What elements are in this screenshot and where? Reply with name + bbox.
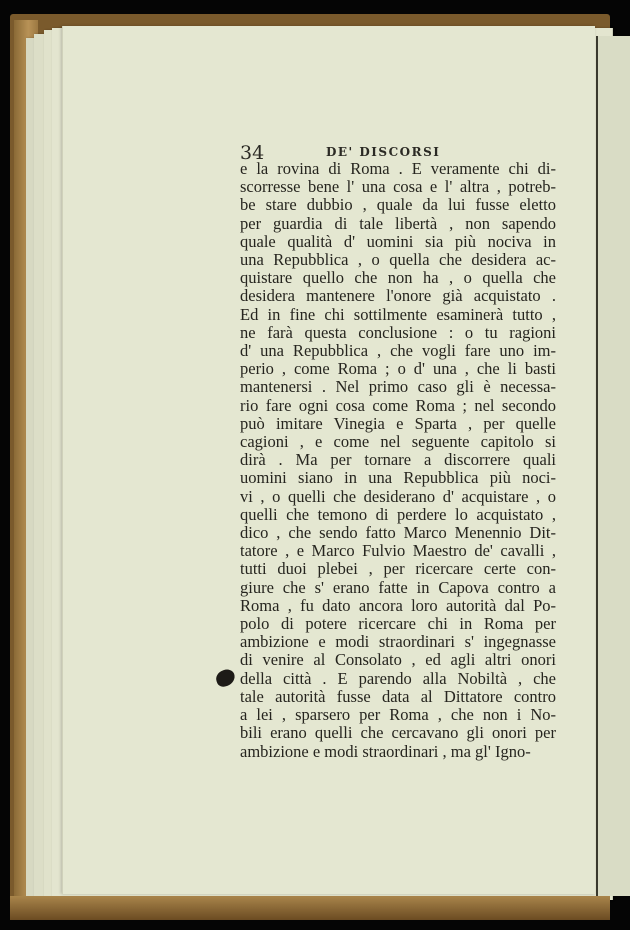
text-line: ambizione e modi straordinari s' ingegnasse: [240, 632, 556, 652]
text-line: a lei , sparsero per Roma , che non i No-: [240, 705, 556, 725]
text-line: uomini siano in una Repubblica più noci-: [240, 468, 556, 488]
text-line: desidera mantenere l'onore già acquistato .: [240, 286, 556, 306]
text-line: Ed in fine chi sottilmente esaminerà tutto ,: [240, 304, 556, 324]
page-number: 34: [240, 142, 265, 164]
text-line: giure che s' erano fatte in Capova contro a: [240, 577, 556, 597]
text-line: dirà . Ma per tornare a discorrere quali: [240, 450, 556, 470]
text-line: per guardia di tale libertà , non sapendo: [240, 213, 556, 233]
text-line: rio fare ogni cosa come Roma ; nel secondo: [240, 395, 556, 415]
text-line: tale autorità fusse data al Dittatore contro: [240, 686, 556, 706]
running-head: DE' DISCORSI: [326, 145, 441, 159]
text-line: quelli che temono di perdere lo acquistato ,: [240, 504, 556, 524]
text-line: può imitare Vinegia e Sparta , per quelle: [240, 413, 556, 433]
text-line: quistare quello che non ha , o quella che: [240, 268, 556, 288]
text-line: vi , o quelli che desiderano d' acquistare , o: [240, 486, 556, 506]
book-cover-bottom: [10, 896, 610, 920]
text-line: quale qualità d' uomini sia più nociva in: [240, 231, 556, 251]
text-line: cagioni , e come nel seguente capitolo si: [240, 432, 556, 452]
text-line: della città . E parendo alla Nobiltà , che: [240, 668, 556, 688]
text-line: polo di potere ricercare chi in Roma per: [240, 614, 556, 634]
text-line: ambizione e modi straordinari , ma gl' Igno-: [240, 741, 531, 761]
text-line: tutti duoi plebei , per ricercare certe con-: [240, 559, 556, 579]
text-line: d' una Repubblica , che vogli fare uno im-: [240, 341, 556, 361]
facing-page-edge: [596, 36, 630, 896]
text-line: e la rovina di Roma . E veramente chi di-: [240, 159, 556, 178]
body-text: [240, 160, 556, 761]
text-line: una Repubblica , o quella che desidera ac-: [240, 250, 556, 270]
text-line: bili erano quelli che cercavano gli onori per: [240, 723, 556, 743]
text-line: tatore , e Marco Fulvio Maestro de' cavalli ,: [240, 541, 556, 561]
text-line: be stare dubbio , quale da lui fusse eletto: [240, 195, 556, 215]
text-line: ne farà questa conclusione : o tu ragioni: [240, 322, 556, 342]
text-line: scorresse bene l' una cosa e l' altra , potreb-: [240, 177, 556, 197]
text-line: mantenersi . Nel primo caso gli è necessa-: [240, 377, 556, 397]
text-line: di venire al Consolato , ed agli altri onori: [240, 650, 556, 670]
text-line: perio , come Roma ; o d' una , che li basti: [240, 359, 556, 379]
text-line: dico , che sendo fatto Marco Menennio Dit-: [240, 523, 556, 543]
text-line: Roma , fu dato ancora loro autorità dal Po-: [240, 595, 556, 615]
